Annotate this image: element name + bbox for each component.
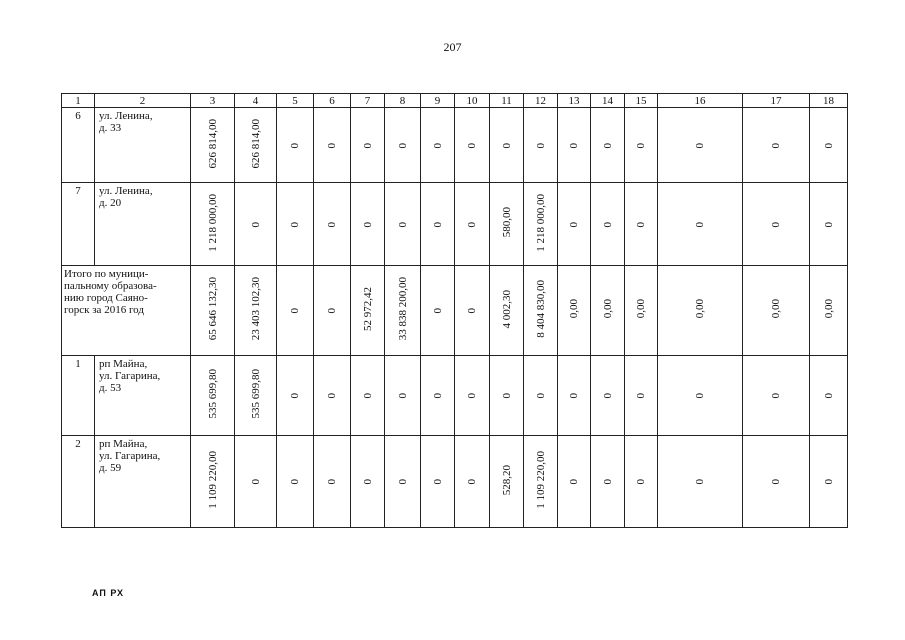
table-cell xyxy=(558,266,591,356)
cell-value: 0 xyxy=(500,142,513,148)
table-cell xyxy=(591,436,625,528)
cell-value: 0 xyxy=(326,393,338,399)
table-cell xyxy=(743,266,810,356)
table-cell xyxy=(314,436,351,528)
cell-value: 0 xyxy=(361,221,374,227)
column-header: 13 xyxy=(558,94,591,108)
cell-value: 0 xyxy=(568,221,580,227)
row-total-label: Итого по муници- пальному образова- нию город Саяно- горск за 2016 год xyxy=(62,266,191,356)
cell-value: 0 xyxy=(289,479,301,485)
table-cell xyxy=(558,108,591,183)
table-cell xyxy=(810,183,848,266)
table-cell xyxy=(235,108,277,183)
table-cell xyxy=(351,183,385,266)
row-number: 2 xyxy=(62,436,95,528)
row-address: рп Майна, ул. Гагарина, д. 53 xyxy=(95,356,191,436)
table-cell xyxy=(351,108,385,183)
table-cell xyxy=(743,356,810,436)
cell-value: 0 xyxy=(466,221,478,227)
table-cell xyxy=(591,108,625,183)
table-cell xyxy=(421,183,455,266)
cell-value: 0 xyxy=(635,479,647,485)
table-cell xyxy=(277,108,314,183)
table-cell xyxy=(385,356,421,436)
column-header: 3 xyxy=(191,94,235,108)
cell-value: 535 699,80 xyxy=(206,369,219,419)
cell-value: 0 xyxy=(822,393,835,399)
table-cell xyxy=(658,436,743,528)
cell-value: 580,00 xyxy=(500,207,513,238)
table-cell xyxy=(277,266,314,356)
cell-value: 0 xyxy=(601,479,614,485)
cell-value: 0 xyxy=(466,479,478,485)
cell-value: 0 xyxy=(326,479,338,485)
cell-value: 0 xyxy=(431,142,444,148)
table-cell xyxy=(351,266,385,356)
table-cell xyxy=(191,183,235,266)
table-cell xyxy=(524,183,558,266)
table-cell xyxy=(421,108,455,183)
row-address: ул. Ленина, д. 33 xyxy=(95,108,191,183)
column-header: 5 xyxy=(277,94,314,108)
cell-value: 0 xyxy=(396,479,409,485)
table-cell xyxy=(421,356,455,436)
table-cell xyxy=(385,183,421,266)
table-cell xyxy=(524,436,558,528)
table-cell xyxy=(524,108,558,183)
table-cell xyxy=(658,108,743,183)
table-cell xyxy=(191,356,235,436)
cell-value: 0,00 xyxy=(635,299,647,319)
table-cell xyxy=(558,183,591,266)
cell-value: 0 xyxy=(289,393,301,399)
cell-value: 0 xyxy=(289,308,301,314)
cell-value: 0 xyxy=(326,221,338,227)
column-header: 7 xyxy=(351,94,385,108)
cell-value: 0 xyxy=(822,142,835,148)
table-row xyxy=(62,266,848,356)
cell-value: 0 xyxy=(534,393,547,399)
table-cell xyxy=(490,183,524,266)
table-cell xyxy=(558,356,591,436)
cell-value: 1 218 000,00 xyxy=(206,193,219,252)
column-header: 12 xyxy=(524,94,558,108)
table-cell xyxy=(455,183,490,266)
table-cell xyxy=(810,108,848,183)
table-cell xyxy=(191,266,235,356)
table-cell xyxy=(351,356,385,436)
data-table xyxy=(61,93,848,528)
row-number: 7 xyxy=(62,183,95,266)
cell-value: 0 xyxy=(601,221,614,227)
cell-value: 0,00 xyxy=(601,299,614,319)
cell-value: 0 xyxy=(568,142,580,148)
table-cell xyxy=(524,356,558,436)
cell-value: 0 xyxy=(466,142,478,148)
table-cell xyxy=(385,266,421,356)
table-cell xyxy=(314,356,351,436)
cell-value: 65 646 132,30 xyxy=(206,277,219,341)
cell-value: 0 xyxy=(431,221,444,227)
cell-value: 0 xyxy=(568,393,580,399)
cell-value: 0 xyxy=(822,479,835,485)
table-cell xyxy=(625,266,658,356)
cell-value: 0 xyxy=(396,221,409,227)
column-header: 11 xyxy=(490,94,524,108)
table-cell xyxy=(490,436,524,528)
table-cell xyxy=(743,183,810,266)
table-cell xyxy=(658,266,743,356)
table-cell xyxy=(455,266,490,356)
cell-value: 52 972,42 xyxy=(361,287,374,331)
cell-value: 0 xyxy=(770,479,782,485)
table-cell xyxy=(591,356,625,436)
table-cell xyxy=(314,266,351,356)
row-address: ул. Ленина, д. 20 xyxy=(95,183,191,266)
table-cell xyxy=(455,436,490,528)
table-cell xyxy=(235,266,277,356)
table-cell xyxy=(191,108,235,183)
table-cell xyxy=(385,108,421,183)
cell-value: 0 xyxy=(361,393,374,399)
table-cell xyxy=(810,436,848,528)
table-cell xyxy=(455,356,490,436)
table-cell xyxy=(625,108,658,183)
cell-value: 8 404 830,00 xyxy=(534,280,547,338)
cell-value: 0 xyxy=(396,393,409,399)
cell-value: 0 xyxy=(601,393,614,399)
table-cell xyxy=(385,436,421,528)
cell-value: 626 814,00 xyxy=(206,118,219,169)
table-cell xyxy=(490,356,524,436)
column-header: 15 xyxy=(625,94,658,108)
table-cell xyxy=(743,436,810,528)
cell-value: 1 218 000,00 xyxy=(534,193,547,252)
table-cell xyxy=(235,436,277,528)
table-cell xyxy=(277,356,314,436)
table-row xyxy=(62,356,848,436)
cell-value: 0 xyxy=(289,142,301,148)
table-cell xyxy=(625,436,658,528)
table-cell xyxy=(591,183,625,266)
cell-value: 0 xyxy=(431,479,444,485)
cell-value: 0 xyxy=(326,142,338,148)
footer-stamp: АП РХ xyxy=(92,588,125,598)
cell-value: 0 xyxy=(694,221,706,227)
table-row xyxy=(62,183,848,266)
cell-value: 0,00 xyxy=(694,299,706,319)
cell-value: 0 xyxy=(694,479,706,485)
table-cell xyxy=(421,266,455,356)
cell-value: 0 xyxy=(568,479,580,485)
cell-value: 0 xyxy=(770,221,782,227)
cell-value: 0 xyxy=(770,393,782,399)
cell-value: 0 xyxy=(500,393,513,399)
table-cell xyxy=(625,356,658,436)
page-number: 207 xyxy=(443,40,462,54)
cell-value: 0 xyxy=(466,308,478,314)
cell-value: 0 xyxy=(396,142,409,148)
column-header: 9 xyxy=(421,94,455,108)
column-header: 1 xyxy=(62,94,95,108)
column-header: 10 xyxy=(455,94,490,108)
column-header: 14 xyxy=(591,94,625,108)
table-cell xyxy=(235,356,277,436)
cell-value: 0 xyxy=(249,479,262,485)
cell-value: 33 838 200,00 xyxy=(396,277,409,341)
cell-value: 0 xyxy=(635,393,647,399)
column-header: 18 xyxy=(810,94,848,108)
table-cell xyxy=(743,108,810,183)
cell-value: 0 xyxy=(361,142,374,148)
table-cell xyxy=(191,436,235,528)
cell-value: 0 xyxy=(326,308,338,314)
cell-value: 0,00 xyxy=(568,299,580,319)
cell-value: 0 xyxy=(431,308,444,314)
cell-value: 0 xyxy=(694,142,706,148)
cell-value: 0 xyxy=(249,221,262,227)
cell-value: 626 814,00 xyxy=(249,118,262,169)
table-cell xyxy=(558,436,591,528)
row-address: рп Майна, ул. Гагарина, д. 59 xyxy=(95,436,191,528)
table-cell xyxy=(421,436,455,528)
table-cell xyxy=(277,183,314,266)
table-row xyxy=(62,436,848,528)
table-cell xyxy=(277,436,314,528)
table-cell xyxy=(524,266,558,356)
column-header: 17 xyxy=(743,94,810,108)
table-cell xyxy=(591,266,625,356)
header-row xyxy=(62,94,848,108)
table-cell xyxy=(658,183,743,266)
table-cell xyxy=(235,183,277,266)
table-cell xyxy=(455,108,490,183)
cell-value: 0 xyxy=(466,393,478,399)
cell-value: 528,20 xyxy=(500,464,513,496)
table-cell xyxy=(810,356,848,436)
table-cell xyxy=(658,356,743,436)
table-cell xyxy=(810,266,848,356)
cell-value: 0 xyxy=(431,393,444,399)
column-header: 16 xyxy=(658,94,743,108)
cell-value: 0,00 xyxy=(770,299,782,319)
table-cell xyxy=(490,266,524,356)
row-number: 6 xyxy=(62,108,95,183)
cell-value: 1 109 220,00 xyxy=(206,451,219,509)
cell-value: 0 xyxy=(361,479,374,485)
cell-value: 4 002,30 xyxy=(500,289,513,329)
column-header: 6 xyxy=(314,94,351,108)
cell-value: 0,00 xyxy=(822,299,835,319)
cell-value: 0 xyxy=(635,221,647,227)
cell-value: 0 xyxy=(822,221,835,227)
table-cell xyxy=(314,183,351,266)
cell-value: 0 xyxy=(601,142,614,148)
cell-value: 0 xyxy=(770,142,782,148)
table-row xyxy=(62,108,848,183)
table-cell xyxy=(625,183,658,266)
cell-value: 0 xyxy=(534,142,547,148)
cell-value: 1 109 220,00 xyxy=(534,451,547,509)
cell-value: 0 xyxy=(635,142,647,148)
cell-value: 0 xyxy=(289,221,301,227)
table-cell xyxy=(351,436,385,528)
cell-value: 535 699,80 xyxy=(249,369,262,419)
row-number: 1 xyxy=(62,356,95,436)
column-header: 8 xyxy=(385,94,421,108)
cell-value: 23 403 102,30 xyxy=(249,277,262,341)
table-cell xyxy=(314,108,351,183)
table-cell xyxy=(490,108,524,183)
cell-value: 0 xyxy=(694,393,706,399)
column-header: 2 xyxy=(95,94,191,108)
column-header: 4 xyxy=(235,94,277,108)
